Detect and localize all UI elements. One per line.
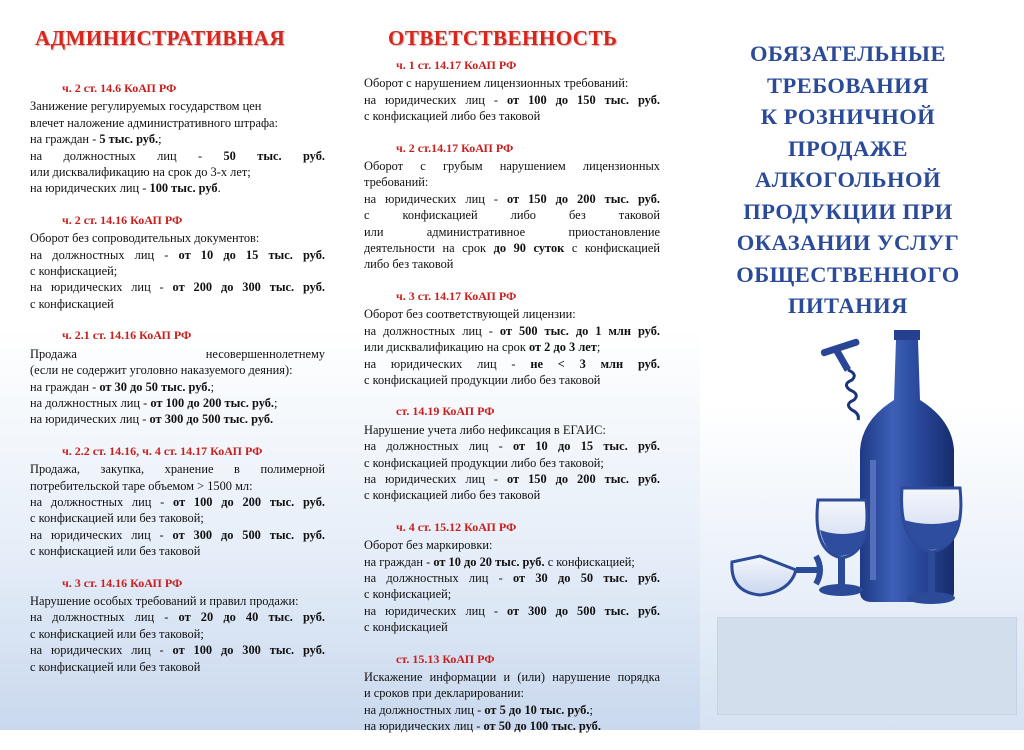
line-text: на должностных лиц - (30, 395, 151, 410)
section-line (30, 593, 325, 609)
fine-amount: от 100 до 150 тыс. руб. (506, 92, 660, 107)
section-line (30, 609, 325, 625)
title-line: ОКАЗАНИИ УСЛУГ (736, 230, 960, 255)
section-line (364, 174, 660, 190)
section-line (30, 263, 325, 279)
bottom-info-box (717, 617, 1017, 715)
line-text: с конфискацией либо без таковой (364, 208, 660, 223)
fine-amount: от 300 до 500 тыс. руб. (172, 527, 326, 542)
section-line (364, 372, 660, 388)
line-text: требований: (364, 175, 429, 190)
section-line (364, 323, 660, 339)
section-line (30, 395, 325, 411)
header-right: ОТВЕТСТВЕННОСТЬ (388, 26, 618, 50)
line-suffix: ; (589, 702, 593, 717)
line-suffix: ; (210, 379, 215, 394)
line-text: Продажа несовершеннолетнему (30, 346, 325, 361)
section-line (364, 240, 660, 256)
penalty-section (364, 651, 660, 735)
line-text: с конфискацией; (30, 264, 118, 279)
line-text: на должностных лиц - (30, 610, 179, 625)
section-line (364, 108, 660, 124)
title-line: ОБЩЕСТВЕННОГО (736, 261, 960, 287)
title-line: АЛКОГОЛЬНОЙ (754, 167, 942, 192)
section-line (30, 346, 325, 362)
section-line (30, 461, 325, 477)
line-text: на юридических лиц - (364, 356, 531, 371)
section-line (364, 554, 660, 570)
section-title: ч. 1 ст. 14.17 КоАП РФ (396, 58, 517, 72)
section-line (364, 92, 660, 108)
fine-amount: от 150 до 200 тыс. руб. (506, 191, 660, 206)
line-text: или дисквалификацию на срок до 3-х лет; (30, 165, 251, 180)
section-line (364, 207, 660, 223)
fine-amount: от 30 до 50 тыс. руб. (99, 379, 211, 394)
section-line (30, 527, 325, 543)
fine-amount: от 2 до 3 лет (528, 340, 597, 355)
line-text: Оборот без сопроводительных документов: (30, 231, 260, 246)
penalty-section (364, 288, 660, 388)
fine-amount: от 20 до 40 тыс. руб. (178, 610, 326, 625)
section-line (30, 131, 325, 147)
line-text: влечет наложение административного штрафа: (30, 115, 278, 130)
section-title: ч. 3 ст. 14.16 КоАП РФ (62, 575, 183, 590)
penalty-section (30, 212, 325, 312)
fine-amount: 100 тыс. руб (149, 181, 218, 196)
line-text: (если не содержит уголовно наказуемого деяния): (30, 363, 293, 378)
line-text: с конфискацией; (364, 587, 452, 602)
section-title: ч. 2.2 ст. 14.16, ч. 4 ст. 14.17 КоАП РФ (62, 443, 263, 458)
line-suffix: с конфискацией; (544, 554, 635, 569)
section-line (364, 537, 660, 553)
line-text: с конфискацией либо без таковой (364, 488, 541, 503)
section-line (30, 296, 325, 312)
line-text: на юридических лиц - (30, 280, 173, 295)
line-text: с конфискацией или без таковой; (30, 626, 204, 641)
section-line (364, 438, 660, 454)
section-line (364, 224, 660, 240)
line-text: Нарушение учета либо нефиксация в ЕГАИС: (364, 422, 606, 437)
fine-amount: от 100 до 200 тыс. руб. (150, 395, 275, 410)
section-line (30, 164, 325, 180)
section-line (364, 603, 660, 619)
section-line (364, 570, 660, 586)
line-suffix: ; (596, 340, 601, 355)
section-title: ч. 3 ст. 14.17 КоАП РФ (396, 288, 517, 303)
section-title: ч. 2 ст. 14.6 КоАП РФ (62, 81, 177, 95)
line-text: или административное приостановление (364, 224, 660, 239)
line-text: либо без таковой (364, 257, 454, 272)
fine-amount: от 10 до 20 тыс. руб. (433, 554, 545, 569)
line-text: на должностных лиц - (30, 148, 224, 163)
section-line (364, 669, 660, 685)
title-line: ОБЯЗАТЕЛЬНЫЕ (750, 41, 946, 66)
header-left: АДМИНИСТРАТИВНАЯ (35, 26, 286, 50)
section-title: ч. 2.1 ст. 14.16 КоАП РФ (62, 328, 192, 343)
line-text: с конфискацией продукции либо без таковой (364, 372, 601, 387)
line-text: и сроков при декларировании: (364, 686, 524, 701)
section-line (364, 306, 660, 322)
line-text: с конфискацией или без таковой; (30, 511, 204, 526)
penalty-section (364, 519, 660, 636)
line-text: с конфискацией либо без таковой (364, 109, 541, 124)
wine-glass-icon (732, 556, 820, 595)
line-text: Искажение информации и (или) нарушение порядка (364, 670, 660, 684)
line-text: с конфискацией или без таковой (30, 659, 201, 674)
line-suffix: с конфискацией (564, 241, 661, 256)
section-line (364, 422, 660, 438)
fine-amount: от 5 до 10 тыс. руб. (484, 702, 590, 717)
title-line: К РОЗНИЧНОЙ (760, 104, 936, 129)
section-line (30, 411, 325, 427)
penalty-section (30, 80, 325, 197)
penalty-section (30, 327, 325, 427)
line-text: Оборот с нарушением лицензионных требований: (364, 76, 629, 91)
line-text: на юридических лиц - (30, 181, 150, 196)
penalty-section (30, 575, 325, 675)
section-line (30, 279, 325, 295)
line-text: на юридических лиц - (364, 719, 484, 734)
line-text: на должностных лиц - (30, 494, 174, 509)
line-text: или дисквалификацию на срок (364, 340, 529, 355)
section-line (30, 362, 325, 378)
line-text: деятельности на срок (364, 241, 494, 256)
wine-illustration (720, 330, 980, 615)
penalty-section (364, 57, 660, 125)
fine-amount: не < 3 млн руб. (530, 356, 660, 371)
corkscrew-icon (820, 338, 860, 420)
line-text: на должностных лиц - (30, 247, 179, 262)
line-text: на должностных лиц - (364, 702, 485, 717)
section-title: ст. 14.19 КоАП РФ (396, 404, 495, 419)
line-text: на юридических лиц - (30, 527, 173, 542)
title-line: ТРЕБОВАНИЯ (766, 72, 930, 98)
line-text: на граждан - (364, 554, 434, 569)
section-title: ч. 4 ст. 15.12 КоАП РФ (396, 519, 517, 534)
section-line (30, 230, 325, 246)
section-line (30, 379, 325, 395)
section-line (364, 586, 660, 602)
fine-amount: от 10 до 15 тыс. руб. (512, 439, 661, 454)
section-line (364, 718, 660, 734)
section-line (364, 191, 660, 207)
section-line (364, 75, 660, 91)
line-text: Оборот с грубым нарушением лицензионных (364, 159, 660, 174)
line-text: на юридических лиц - (30, 643, 173, 658)
line-text: на граждан - (30, 132, 100, 147)
section-line (30, 510, 325, 526)
line-text: Оборот без маркировки: (364, 538, 493, 553)
penalty-section (364, 140, 660, 273)
line-text: с конфискацией продукции либо без таковой; (364, 455, 604, 470)
section-line (364, 256, 660, 272)
wine-bottle-icon (860, 330, 954, 602)
line-text: на граждан - (30, 379, 100, 394)
left-column (30, 80, 325, 690)
fine-amount: от 50 до 100 тыс. руб. (483, 719, 601, 734)
section-line (30, 642, 325, 658)
middle-column (364, 57, 660, 750)
line-text: с конфискацией (364, 620, 448, 635)
title-line: ПИТАНИЯ (788, 293, 908, 318)
title-line: ПРОДАЖЕ (788, 135, 908, 161)
penalty-section (30, 443, 325, 560)
section-line (364, 339, 660, 355)
line-suffix: ; (158, 132, 162, 147)
section-line (364, 471, 660, 487)
line-text: на должностных лиц - (364, 439, 513, 454)
fine-amount: от 150 до 200 тыс. руб. (506, 471, 660, 486)
line-text: Оборот без соответствующей лицензии: (364, 307, 576, 322)
brochure-title (712, 38, 984, 322)
fine-amount: 50 тыс. руб. (223, 148, 326, 163)
section-line (30, 543, 325, 559)
section-line (364, 702, 660, 718)
line-text: на юридических лиц - (364, 92, 507, 107)
section-line (30, 478, 325, 494)
section-line (364, 158, 660, 174)
section-line (30, 148, 325, 164)
section-line (364, 619, 660, 635)
line-text: на должностных лиц - (364, 323, 500, 338)
wine-glass-icon (817, 500, 867, 596)
line-suffix: . (217, 181, 221, 196)
section-title: ч. 2 ст. 14.16 КоАП РФ (62, 212, 183, 227)
line-text: на юридических лиц - (30, 412, 150, 427)
line-text: Нарушение особых требований и правил продажи: (30, 593, 299, 608)
section-line (30, 626, 325, 642)
section-line (364, 455, 660, 471)
line-text: на юридических лиц - (364, 191, 507, 206)
line-text: с конфискацией (30, 296, 114, 311)
title-line: ПРОДУКЦИИ ПРИ (743, 198, 953, 224)
section-line (364, 356, 660, 372)
line-text: на юридических лиц - (364, 603, 507, 618)
section-line (30, 247, 325, 263)
line-text: на должностных лиц - (364, 570, 513, 585)
fine-amount: от 300 до 500 тыс. руб. (149, 412, 274, 427)
fine-amount: от 10 до 15 тыс. руб. (178, 247, 326, 262)
fine-amount: от 300 до 500 тыс. руб. (506, 603, 660, 618)
section-line (364, 487, 660, 503)
line-text: потребительской таре объемом > 1500 мл: (30, 478, 253, 493)
line-text: с конфискацией или без таковой (30, 544, 201, 559)
line-text: Занижение регулируемых государством цен (30, 99, 262, 114)
section-line (30, 659, 325, 675)
section-line (30, 180, 325, 196)
line-text: на юридических лиц - (364, 471, 507, 486)
section-title: ст. 15.13 КоАП РФ (396, 651, 495, 666)
line-text: Продажа, закупка, хранение в полимерной (30, 462, 325, 477)
section-line (30, 98, 325, 114)
penalty-section (364, 403, 660, 503)
fine-amount: от 100 до 200 тыс. руб. (173, 494, 325, 509)
section-line (30, 494, 325, 510)
fine-amount: от 200 до 300 тыс. руб. (172, 280, 326, 295)
section-title: ч. 2 ст.14.17 КоАП РФ (396, 140, 514, 155)
fine-amount: от 100 до 300 тыс. руб. (172, 643, 326, 658)
fine-amount: до 90 суток (493, 241, 565, 256)
line-suffix: ; (274, 395, 278, 410)
section-line (364, 685, 660, 701)
fine-amount: 5 тыс. руб. (99, 132, 159, 147)
fine-amount: от 30 до 50 тыс. руб. (512, 570, 661, 585)
fine-amount: от 500 тыс. до 1 млн руб. (499, 323, 661, 338)
section-line (30, 115, 325, 131)
